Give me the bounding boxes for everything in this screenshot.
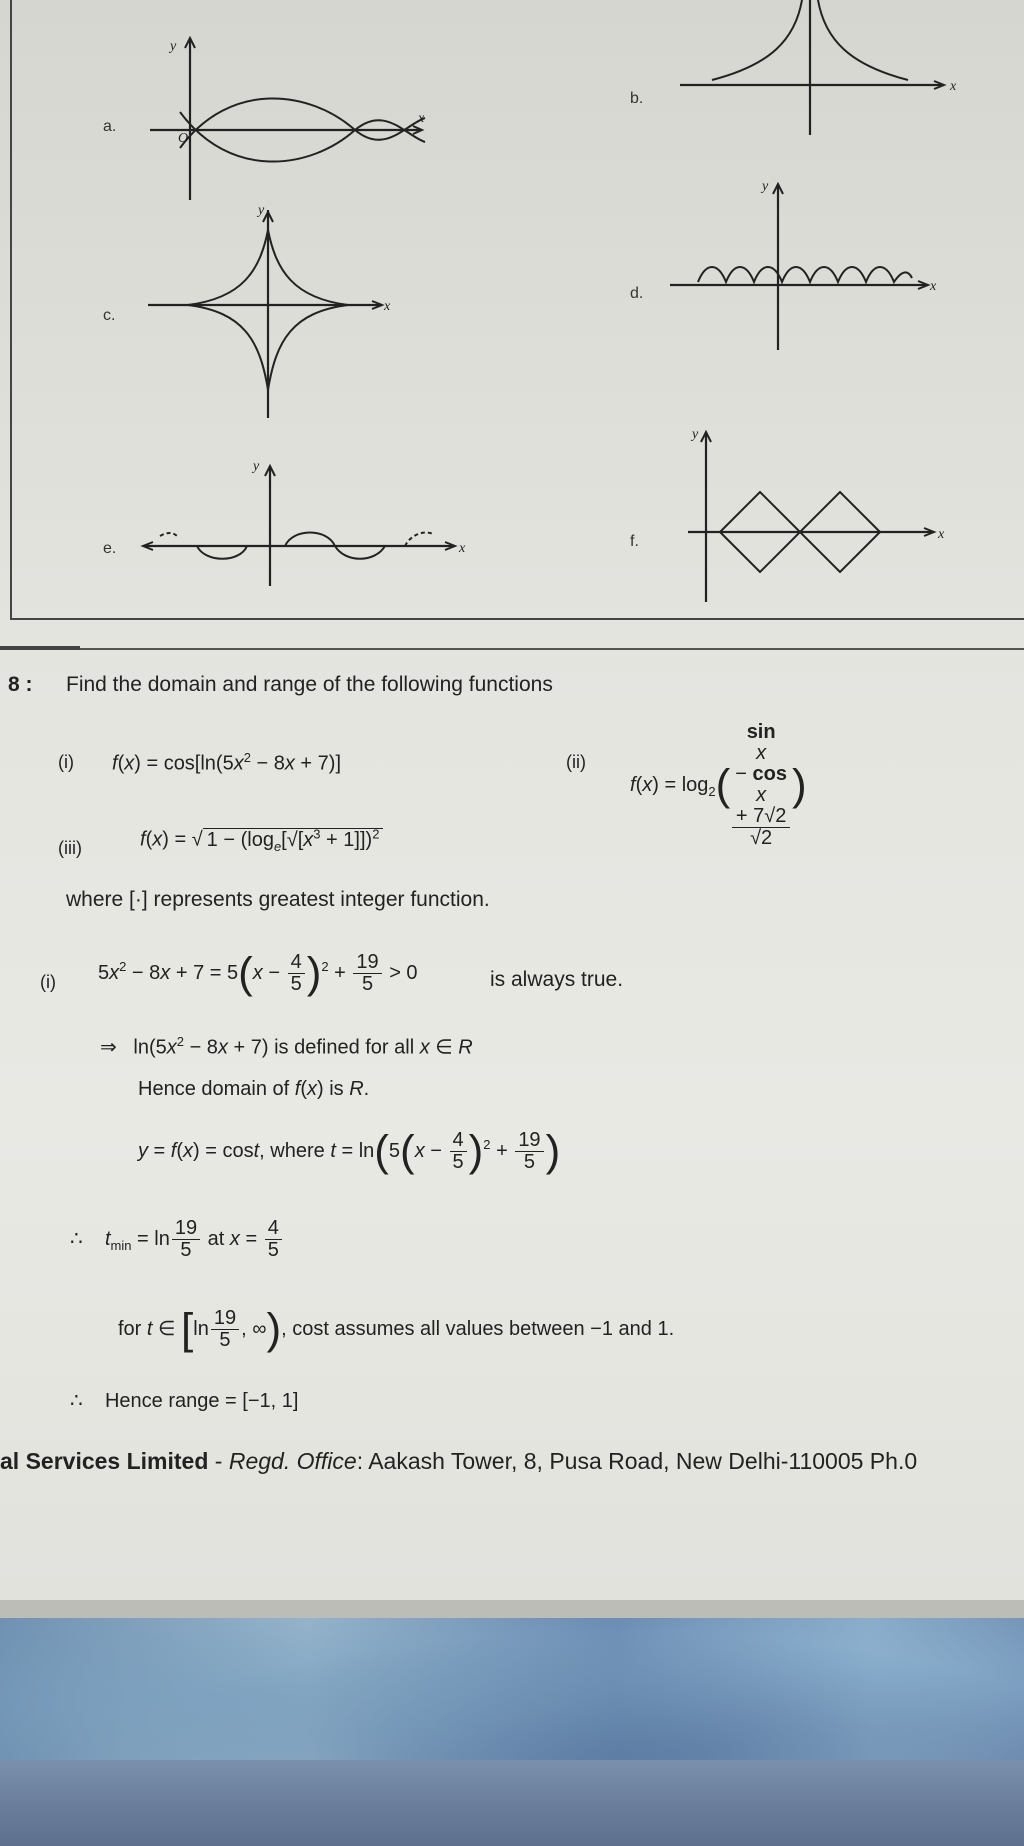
solution-line-5: ∴ $t_{min} = \ln$ $\frac{19}{5}$ at x = $\frac{4}{5}$ bbox=[70, 1218, 284, 1261]
page-footer: al Services Limited - Regd. Office: Aakash Tower, 8, Pusa Road, New Delhi-110005 Ph.0 bbox=[0, 1448, 918, 1474]
graph-b bbox=[680, 0, 980, 140]
solution-domain-line: Hence domain of bbox=[138, 1078, 290, 1100]
solution-defined: is defined for all bbox=[274, 1036, 415, 1059]
question-note: where [·] represents greatest integer function. bbox=[66, 888, 490, 911]
question-prompt: Find the domain and range of the following functions bbox=[66, 673, 553, 696]
solution-cost-line: where bbox=[270, 1139, 325, 1162]
graph-c-y: y bbox=[258, 203, 265, 218]
part-iii-function: f(x) = √ $1 - (\log_e[√[x^3 + 1]])^2$ bbox=[140, 826, 383, 854]
question-number: 8 : bbox=[8, 673, 33, 696]
part-ii-label: (ii) bbox=[566, 752, 586, 772]
solution-line-2: ⇒ $\ln(5x^2 - 8x + 7)$ is defined for all x ∈ R bbox=[100, 1034, 473, 1059]
background-dark-area bbox=[0, 1760, 1024, 1846]
graph-d-x: x bbox=[930, 279, 937, 294]
footer-company: al Services Limited bbox=[0, 1448, 209, 1474]
graph-e-y: y bbox=[253, 459, 260, 474]
page-edge-shadow bbox=[0, 1600, 1024, 1618]
solution-label: (i) bbox=[40, 972, 56, 992]
graph-c-x: x bbox=[384, 299, 391, 314]
graph-f bbox=[688, 412, 968, 612]
solution-line-3: Hence domain of f(x) is R. bbox=[138, 1078, 370, 1100]
graph-f-y: y bbox=[692, 427, 699, 442]
graph-e-x: x bbox=[459, 541, 466, 556]
solution-range-line: Hence range = [−1, 1] bbox=[104, 1390, 299, 1412]
graph-b-label: b. bbox=[630, 90, 644, 107]
section-divider bbox=[0, 648, 1024, 650]
graph-d-y: y bbox=[762, 179, 769, 194]
footer-office-label: Regd. Office bbox=[228, 1448, 357, 1474]
solution-at-x: at bbox=[207, 1227, 225, 1250]
graph-e bbox=[135, 448, 475, 588]
graph-a-origin: O bbox=[178, 131, 189, 146]
section-divider-accent bbox=[0, 646, 80, 650]
graph-c-label: c. bbox=[103, 307, 116, 324]
graph-d bbox=[670, 170, 950, 355]
solution-always-true: is always true. bbox=[490, 968, 624, 991]
part-ii-function: $f(x) = \log_2$( sin x − cos x + 7√2 √2 ) bbox=[630, 721, 807, 849]
solution-line-6: for t ∈ [ln $\frac{19}{5}$ , ∞), cost assumes all values between −1 and 1. bbox=[118, 1304, 675, 1354]
part-iii-label: (iii) bbox=[58, 838, 82, 858]
solution-cost-assumes: cost assumes all values between −1 and 1. bbox=[292, 1317, 675, 1340]
footer-address: : Aakash Tower, 8, Pusa Road, New Delhi-110005 Ph.0 bbox=[356, 1448, 918, 1474]
solution-for-t: for bbox=[118, 1317, 142, 1340]
graph-f-label: f. bbox=[630, 533, 639, 550]
solution-line-4: y = f(x) = cost, where t = ln(5(x − $\frac{4}{5}$ )$^2$ + $\frac{19}{5}$ ) bbox=[138, 1126, 561, 1176]
graph-a-x: x bbox=[418, 111, 425, 126]
graph-b-x: x bbox=[950, 79, 957, 94]
part-i-function: $f(x) = \cos[\ln(5x^2 - 8x + 7)]$ bbox=[112, 750, 342, 775]
graph-a-y: y bbox=[170, 39, 177, 54]
graph-f-x: x bbox=[938, 527, 945, 542]
graph-a-label: a. bbox=[103, 118, 117, 135]
graph-a bbox=[150, 30, 430, 200]
solution-line-7: ∴ Hence range = [−1, 1] bbox=[70, 1390, 299, 1412]
graph-e-label: e. bbox=[103, 540, 117, 557]
part-i-label: (i) bbox=[58, 752, 74, 772]
solution-line-1: $5x^2 - 8x + 7 = 5(x$ − $\frac{4}{5}$ )$^2$ + $\frac{19}{5}$ > 0 bbox=[98, 948, 418, 998]
graph-c bbox=[148, 200, 398, 420]
graph-d-label: d. bbox=[630, 285, 644, 302]
